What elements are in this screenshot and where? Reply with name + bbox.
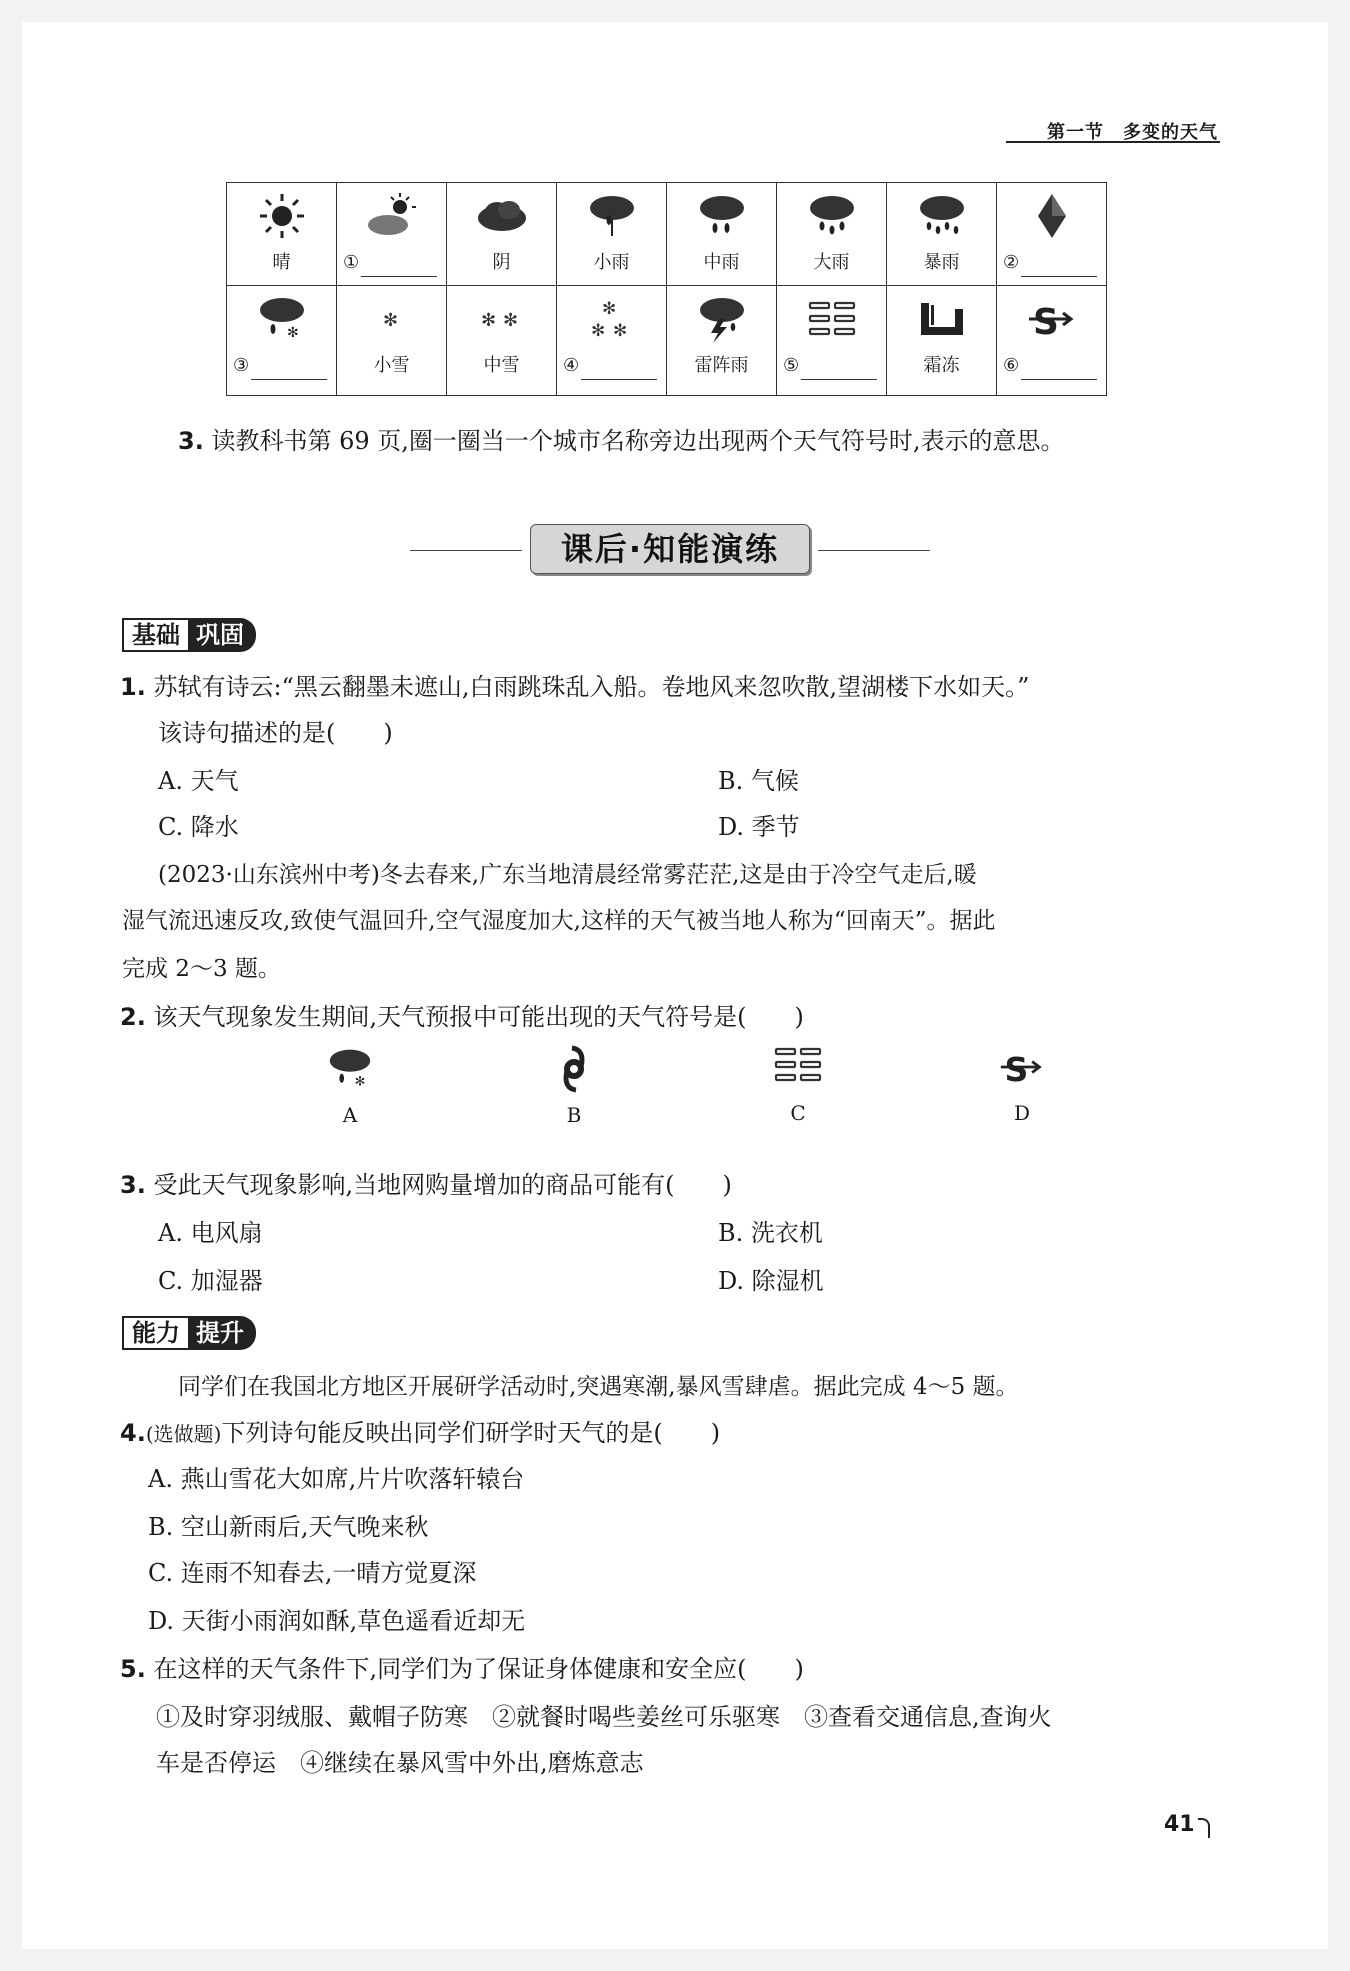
passage-line: 湿气流迅速反攻,致使气温回升,空气湿度加大,这样的天气被当地人称为“回南天”。据此 bbox=[122, 908, 996, 934]
pre-question-3 bbox=[178, 424, 1065, 458]
svg-text:✻: ✻ bbox=[354, 1074, 366, 1090]
passage-line: 同学们在我国北方地区开展研学活动时,突遇寒潮,暴风雪肆虐。据此完成 4～5 题。 bbox=[178, 1374, 1019, 1400]
option-label: C bbox=[790, 1101, 806, 1125]
passage-line: (2023·山东滨州中考)冬去春来,广东当地清晨经常雾茫茫,这是由于冷空气走后,暖 bbox=[158, 862, 977, 888]
question-number: 5. bbox=[120, 1655, 146, 1683]
thunder-shower-icon bbox=[697, 293, 747, 345]
question-1-line2: 该诗句描述的是( ) bbox=[158, 719, 393, 747]
banner-rule-right bbox=[818, 550, 930, 551]
option-d[interactable]: D. 除湿机 bbox=[718, 1267, 824, 1295]
symbol-cell bbox=[227, 286, 337, 396]
option-d[interactable]: D. 季节 bbox=[718, 813, 800, 841]
tag-part2: 巩固 bbox=[188, 618, 256, 652]
sleet-icon bbox=[327, 1045, 373, 1093]
section-banner bbox=[410, 520, 930, 580]
blank-number: ④ bbox=[563, 355, 580, 376]
symbol-cell bbox=[557, 286, 667, 396]
sleet-icon bbox=[257, 293, 307, 345]
answer-blank[interactable] bbox=[1021, 258, 1097, 277]
symbol-cell bbox=[997, 183, 1107, 286]
section-header: 第一节 多变的天气 bbox=[1047, 122, 1218, 143]
blank-number: ③ bbox=[233, 355, 250, 376]
svg-text:✻: ✻ bbox=[601, 299, 616, 319]
overcast-icon bbox=[475, 196, 529, 236]
symbol-label: 暴雨 bbox=[923, 252, 960, 273]
svg-text:✻: ✻ bbox=[286, 325, 299, 341]
page-number-mark bbox=[1198, 1818, 1210, 1838]
question-5-items: ①及时穿羽绒服、戴帽子防寒 ②就餐时喝些姜丝可乐驱寒 ③查看交通信息,查询火 bbox=[156, 1703, 1052, 1731]
answer-blank[interactable] bbox=[1021, 361, 1097, 380]
blank-number: ② bbox=[1003, 252, 1020, 273]
ability-section-tag bbox=[122, 1316, 256, 1350]
heavy-rain-icon bbox=[807, 190, 857, 242]
option-a[interactable]: A. 天气 bbox=[158, 767, 239, 795]
passage-line: 完成 2～3 题。 bbox=[122, 956, 281, 982]
tag-part1: 基础 bbox=[122, 618, 188, 652]
svg-text:S: S bbox=[1004, 1049, 1029, 1089]
option-a[interactable]: A. 电风扇 bbox=[158, 1219, 263, 1247]
symbol-label: 大雨 bbox=[813, 252, 850, 273]
option-a[interactable]: A. 燕山雪花大如席,片片吹落轩辕台 bbox=[148, 1465, 525, 1493]
symbol-options bbox=[280, 1045, 1080, 1155]
question-text: 受此天气现象影响,当地网购量增加的商品可能有( ) bbox=[153, 1171, 732, 1199]
question-4 bbox=[120, 1416, 720, 1451]
question-number: 3. bbox=[120, 1171, 146, 1199]
svg-text:✻: ✻ bbox=[612, 321, 627, 341]
heavy-snow-icon bbox=[587, 296, 637, 342]
symbol-cell bbox=[337, 183, 447, 286]
option-c[interactable]: C. 降水 bbox=[158, 813, 239, 841]
symbol-label: 阴 bbox=[492, 252, 511, 273]
answer-blank[interactable] bbox=[251, 361, 327, 380]
sandstorm-icon bbox=[1027, 296, 1077, 342]
symbol-option-d[interactable] bbox=[972, 1045, 1072, 1125]
banner-title: 课后·知能演练 bbox=[530, 524, 810, 574]
table-row bbox=[227, 286, 1107, 396]
diamond-icon bbox=[1035, 191, 1069, 241]
question-number: 1. bbox=[120, 673, 146, 701]
typhoon-icon bbox=[554, 1045, 594, 1093]
symbol-label: 雷阵雨 bbox=[694, 355, 749, 376]
frost-icon bbox=[917, 299, 967, 339]
symbol-cell bbox=[667, 286, 777, 396]
symbol-label: 小雨 bbox=[593, 252, 630, 273]
question-tag: (选做题) bbox=[145, 1422, 222, 1446]
basic-section-tag bbox=[122, 618, 256, 652]
svg-text:✻: ✻ bbox=[502, 310, 518, 331]
banner-rule-left bbox=[410, 550, 522, 551]
fog-icon bbox=[807, 299, 857, 339]
blank-number: ⑥ bbox=[1003, 355, 1020, 376]
question-number: 3. bbox=[178, 427, 204, 455]
symbol-label: 中雨 bbox=[703, 252, 740, 273]
symbol-label: 霜冻 bbox=[923, 355, 960, 376]
table-row bbox=[227, 183, 1107, 286]
svg-text:✻: ✻ bbox=[480, 310, 496, 331]
symbol-cell bbox=[447, 183, 557, 286]
question-5-items: 车是否停运 ④继续在暴风雪中外出,磨炼意志 bbox=[156, 1749, 644, 1777]
question-2 bbox=[120, 1000, 804, 1034]
moderate-rain-icon bbox=[697, 190, 747, 242]
symbol-cell bbox=[997, 286, 1107, 396]
symbol-option-b[interactable] bbox=[524, 1045, 624, 1127]
blank-number: ⑤ bbox=[783, 355, 800, 376]
light-rain-icon bbox=[587, 190, 637, 242]
symbol-cell bbox=[887, 183, 997, 286]
option-label: D bbox=[1013, 1101, 1031, 1125]
symbol-cell bbox=[667, 183, 777, 286]
answer-blank[interactable] bbox=[801, 361, 877, 380]
symbol-label: 晴 bbox=[272, 252, 291, 273]
symbol-cell bbox=[557, 183, 667, 286]
option-b[interactable]: B. 气候 bbox=[718, 767, 799, 795]
option-c[interactable]: C. 连雨不知春去,一晴方觉夏深 bbox=[148, 1559, 477, 1587]
svg-text:✻: ✻ bbox=[590, 321, 605, 341]
svg-text:✻: ✻ bbox=[382, 310, 398, 331]
question-number: 2. bbox=[120, 1003, 146, 1031]
option-b[interactable]: B. 洗衣机 bbox=[718, 1219, 823, 1247]
moderate-snow-icon bbox=[477, 304, 527, 334]
symbol-cell bbox=[777, 183, 887, 286]
sunny-icon bbox=[256, 190, 308, 242]
symbol-cell bbox=[337, 286, 447, 396]
partly-cloudy-icon bbox=[364, 191, 420, 241]
option-c[interactable]: C. 加湿器 bbox=[158, 1267, 263, 1295]
question-number: 4. bbox=[120, 1419, 146, 1447]
question-text: 苏轼有诗云:“黑云翻墨未遮山,白雨跳珠乱入船。卷地风来忽吹散,望湖楼下水如天。” bbox=[153, 673, 1030, 701]
header-rule bbox=[1006, 141, 1220, 143]
page-number: 41 bbox=[1164, 1812, 1195, 1837]
option-label: A bbox=[342, 1103, 358, 1127]
blank-number: ① bbox=[343, 252, 360, 273]
tag-part1: 能力 bbox=[122, 1316, 188, 1350]
symbol-option-c[interactable] bbox=[748, 1045, 848, 1125]
answer-blank[interactable] bbox=[581, 361, 657, 380]
symbol-option-a[interactable] bbox=[300, 1045, 400, 1127]
option-d[interactable]: D. 天街小雨润如酥,草色遥看近却无 bbox=[148, 1607, 526, 1635]
question-text: 下列诗句能反映出同学们研学时天气的是( ) bbox=[221, 1419, 721, 1447]
tag-part2: 提升 bbox=[188, 1316, 256, 1350]
sandstorm-icon bbox=[999, 1045, 1045, 1089]
symbol-cell bbox=[227, 183, 337, 286]
symbol-cell bbox=[447, 286, 557, 396]
option-b[interactable]: B. 空山新雨后,天气晚来秋 bbox=[148, 1513, 429, 1541]
symbol-label: 中雪 bbox=[483, 355, 520, 376]
question-1 bbox=[120, 670, 1029, 704]
rainstorm-icon bbox=[917, 190, 967, 242]
question-3 bbox=[120, 1168, 732, 1202]
option-label: B bbox=[566, 1103, 582, 1127]
weather-symbol-table bbox=[226, 182, 1107, 396]
question-text: 读教科书第 69 页,圈一圈当一个城市名称旁边出现两个天气符号时,表示的意思。 bbox=[211, 427, 1065, 455]
symbol-label: 小雪 bbox=[373, 355, 410, 376]
symbol-cell bbox=[887, 286, 997, 396]
question-text: 在这样的天气条件下,同学们为了保证身体健康和安全应( ) bbox=[153, 1655, 804, 1683]
question-5 bbox=[120, 1652, 804, 1686]
fog-icon bbox=[773, 1045, 823, 1085]
svg-text:S: S bbox=[1032, 302, 1059, 342]
light-snow-icon bbox=[377, 304, 407, 334]
answer-blank[interactable] bbox=[361, 258, 437, 277]
symbol-cell bbox=[777, 286, 887, 396]
question-text: 该天气现象发生期间,天气预报中可能出现的天气符号是( ) bbox=[153, 1003, 804, 1031]
